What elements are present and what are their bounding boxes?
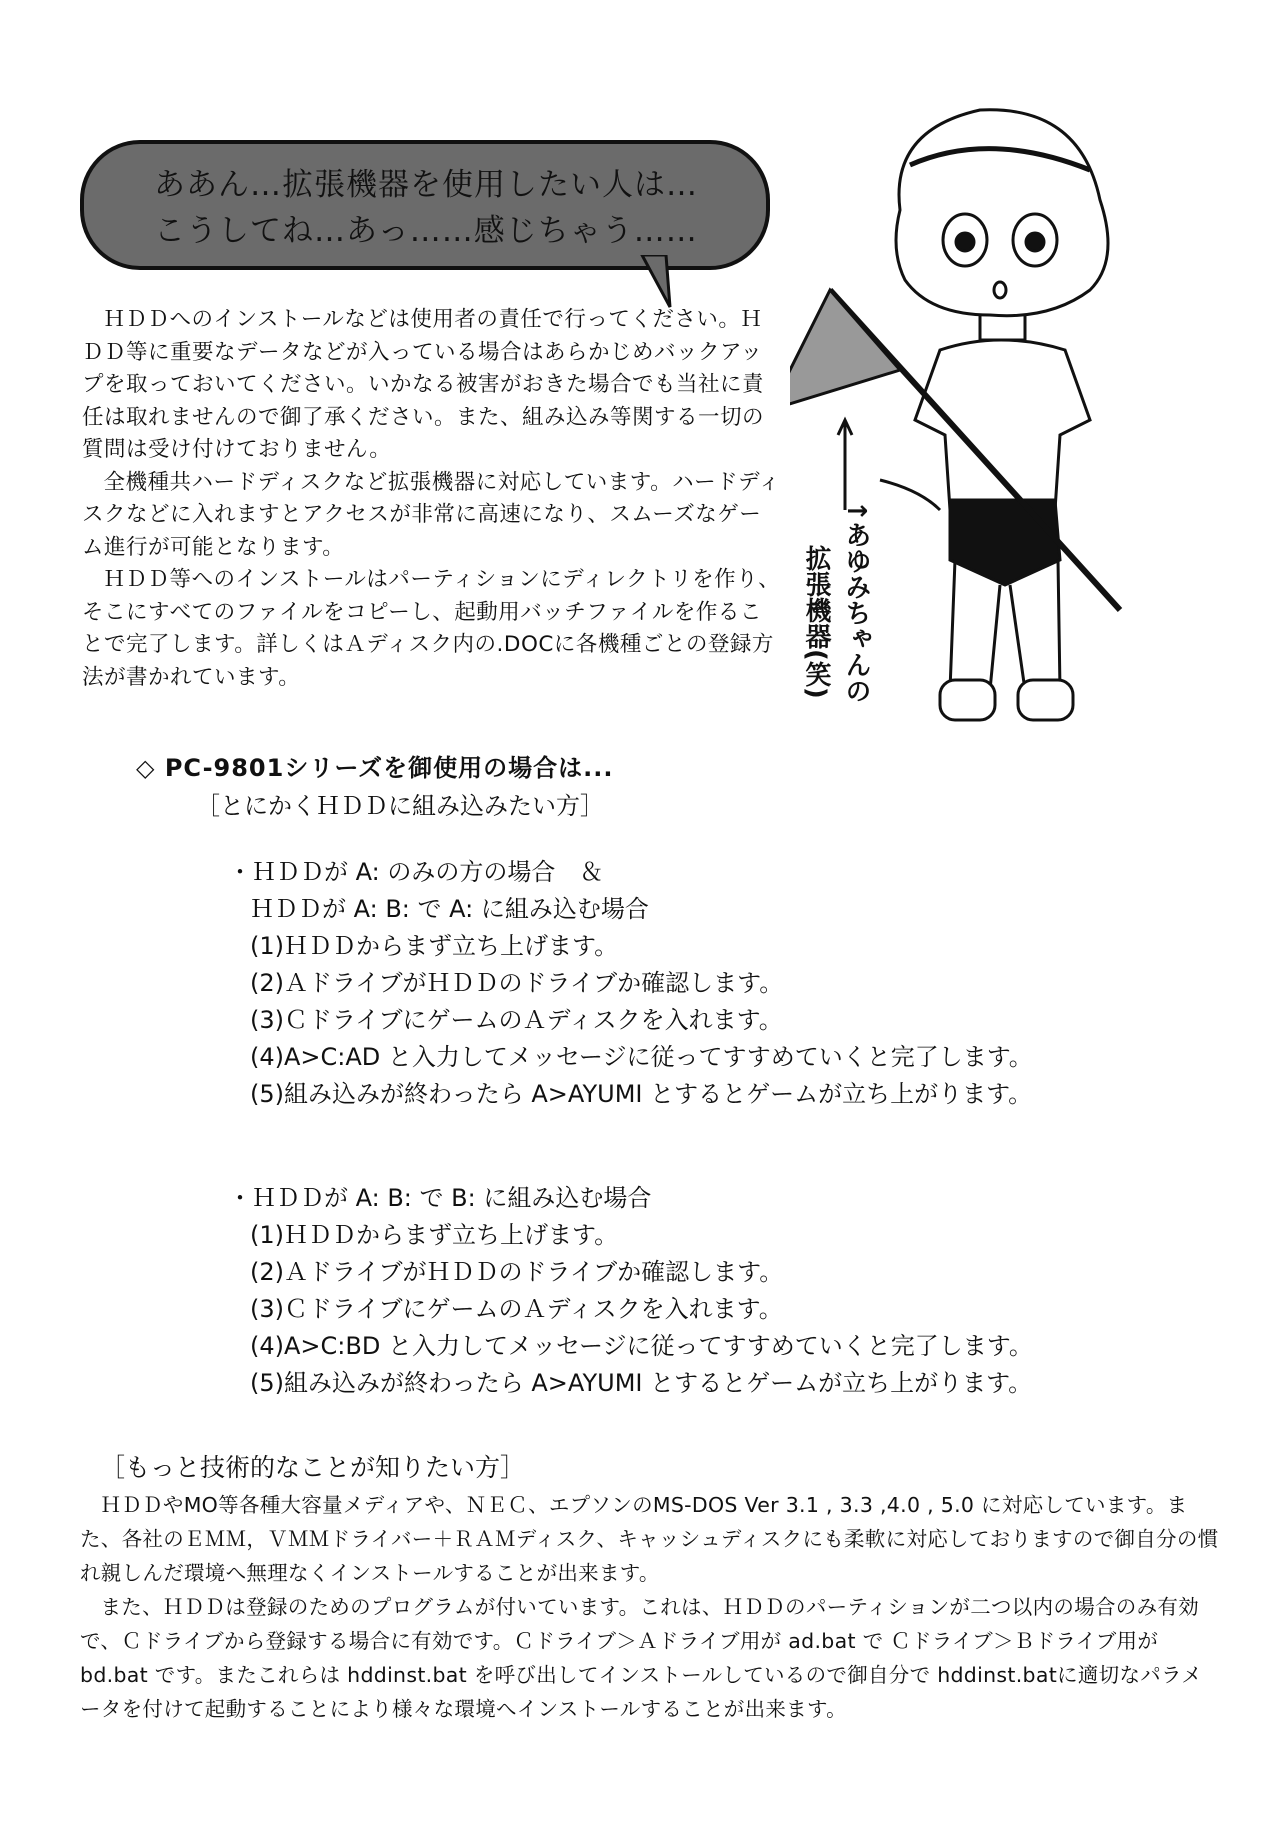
intro-text	[82, 304, 782, 694]
block-a-step-1: (1)ＨＤＤからまず立ち上げます。	[250, 932, 619, 960]
pc9801-heading: ◇ PC-9801シリーズを御使用の場合は...	[136, 754, 614, 782]
speech-line-1: ああん…拡張機器を使用したい人は…	[154, 167, 698, 203]
technical-paragraph-2: また、ＨＤＤは登録のためのプログラムが付いています。これは、ＨＤＤのパーティションが二つ以内の場合のみ有効で、Ｃドライブから登録する場合に有効です。Ｃドライブ＞Ａドライブ用が ad.bat で Ｃドライブ＞Ｂドライブ用が bd.bat です。またこれらは hddinst.bat を呼び出してインストールしているので御自分で hddinst.batに適切なパラメータを付けて起動することにより様々な環境へインストールすることが出来ます。	[80, 1595, 1203, 1721]
speech-bubble-tail	[640, 255, 680, 310]
speech-line-2: こうしてね…あっ……感じちゃう……	[154, 213, 698, 249]
block-a-step-2: (2)ＡドライブがＨＤＤのドライブか確認します。	[250, 969, 784, 997]
block-b-title-1: ・ＨＤＤが A: B: で B: に組み込む場合	[228, 1184, 652, 1212]
speech-bubble	[80, 140, 770, 270]
intro-paragraph-2: 全機種共ハードディスクなど拡張機器に対応しています。ハードディスクなどに入れますとアクセスが非常に高速になり、スムーズなゲーム進行が可能となります。	[82, 469, 781, 560]
block-a-title-2: ＨＤＤが A: B: で A: に組み込む場合	[250, 895, 649, 923]
technical-heading: ［もっと技術的なことが知りたい方］	[100, 1453, 526, 1482]
install-block-b	[228, 1180, 1033, 1402]
block-b-step-1: (1)ＨＤＤからまず立ち上げます。	[250, 1221, 619, 1249]
technical-text	[80, 1488, 1220, 1726]
block-b-step-3: (3)ＣドライブにゲームのＡディスクを入れます。	[250, 1295, 783, 1323]
block-a-step-3: (3)ＣドライブにゲームのＡディスクを入れます。	[250, 1006, 783, 1034]
speech-bubble-text	[154, 162, 698, 254]
intro-paragraph-1: ＨＤＤへのインストールなどは使用者の責任で行ってください。ＨＤＤ等に重要なデータなどが入っている場合はあらかじめバックアップを取っておいてください。いかなる被害がおきた場合でも当社に責任は取れませんので御了承ください。また、組み込み等関する一切の質問は受け付けておりません。	[82, 307, 765, 462]
block-a-step-4: (4)A>C:AD と入力してメッセージに従ってすすめていくと完了します。	[250, 1043, 1033, 1071]
block-a-title-1: ・ＨＤＤが A: のみの方の場合 ＆	[228, 858, 604, 886]
block-b-step-5: (5)組み込みが終わったら A>AYUMI とするとゲームが立ち上がります。	[250, 1369, 1033, 1397]
install-block-a	[228, 854, 1033, 1113]
technical-paragraph-1: ＨＤＤやMO等各種大容量メディアや、ＮＥＣ、エプソンのMS-DOS Ver 3.1 , 3.3 ,4.0 , 5.0 に対応しています。また、各社のＥＭＭ，ＶＭＭドライバー＋ＲＡＭディスク、キャッシュディスクにも柔軟に対応しておりますので御自分の慣れ親しんだ環境へ無理なくインストールすることが出来ます。	[80, 1493, 1219, 1585]
pc9801-subheading: ［とにかくＨＤＤに組み込みたい方］	[196, 792, 604, 820]
illustration-caption-1: ↑あゆみちゃんの	[841, 500, 871, 704]
illustration-caption-2: 拡張機器(笑)	[801, 545, 831, 699]
block-a-step-5: (5)組み込みが終わったら A>AYUMI とするとゲームが立ち上がります。	[250, 1080, 1033, 1108]
intro-paragraph-3: ＨＤＤ等へのインストールはパーティションにディレクトリを作り、そこにすべてのファイルをコピーし、起動用バッチファイルを作ることで完了します。詳しくはＡディスク内の.DOCに各機種ごとの登録方法が書かれています。	[82, 567, 781, 690]
block-b-step-2: (2)ＡドライブがＨＤＤのドライブか確認します。	[250, 1258, 784, 1286]
block-b-step-4: (4)A>C:BD と入力してメッセージに従ってすすめていくと完了します。	[250, 1332, 1033, 1360]
